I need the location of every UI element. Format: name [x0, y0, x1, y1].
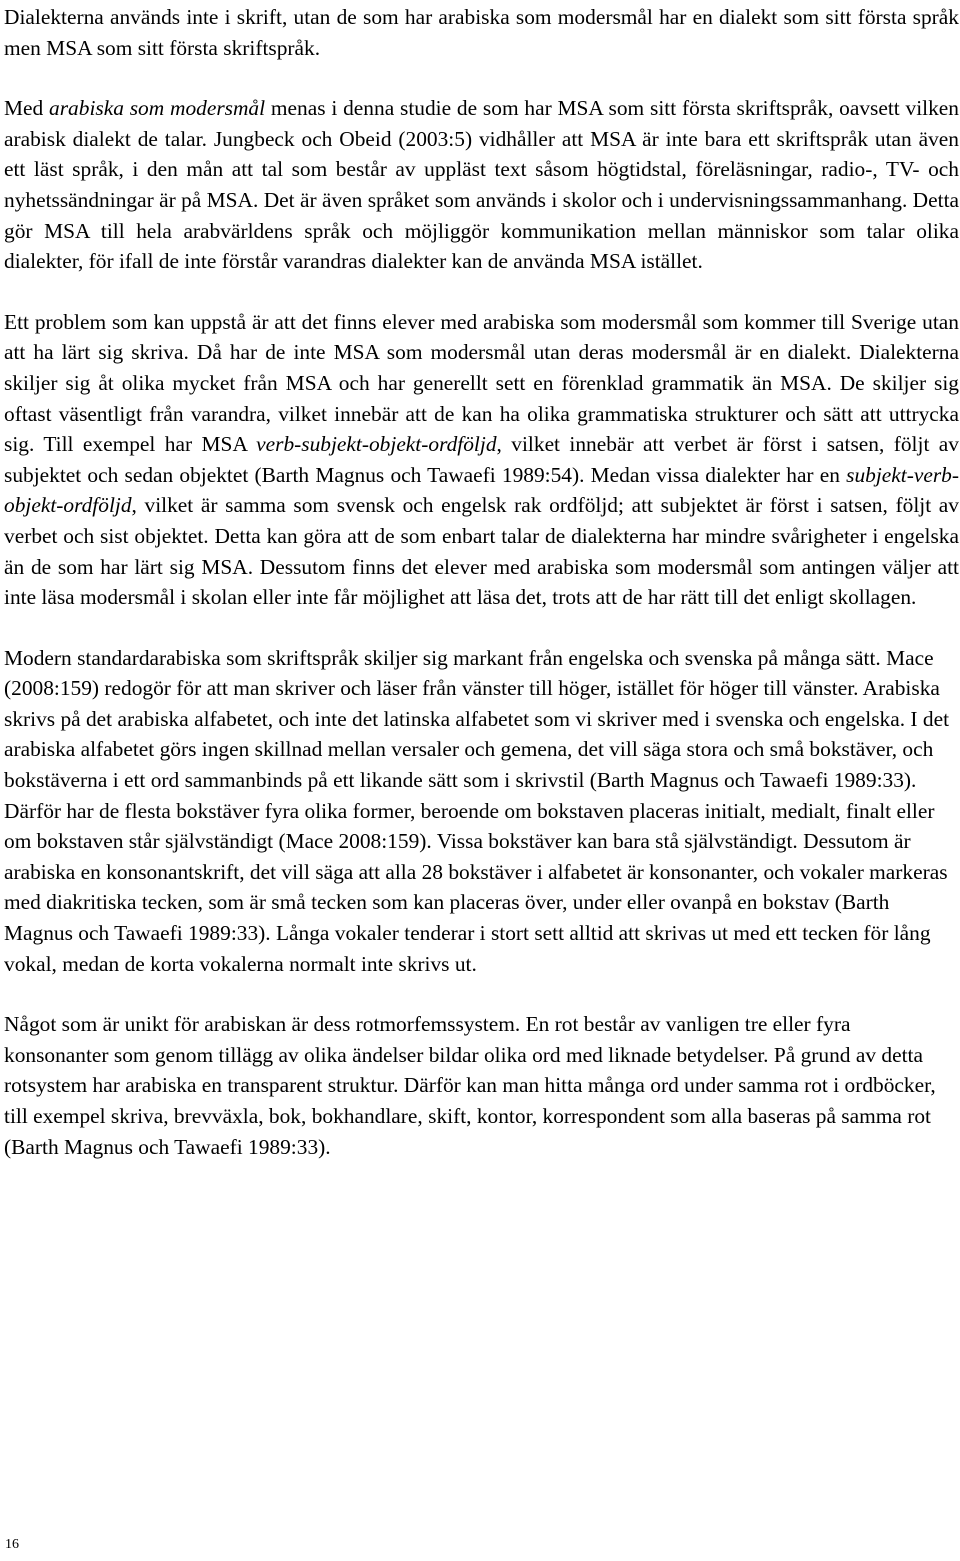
paragraph-gap — [4, 979, 959, 1009]
italic-term: subjekt-verb-objekt-ordföljd — [4, 462, 959, 518]
paragraph-writing-system: Modern standardarabiska som skriftspråk skiljer sig markant från engelska och svenska på många sätt. Mace (2008:159) redogör för att man skriver och läser från vänster till höger, istället för höger till vänster. Arabiska skrivs på det arabiska alfabetet, och inte det latinska alfabetet som vi skriver med i svenska och engelska. I det arabiska alfabetet görs ingen skillnad mellan versaler och gemena, det vill säga stora och små bokstäver, och bokstäverna i ett ord sammanbinds på ett likande sätt som i skrivstil (Barth Magnus och Tawaefi 1989:33). Därför har de flesta bokstäver fyra olika former, beroende om bokstaven placeras initialt, medialt, finalt eller om bokstaven står självständigt (Mace 2008:159). Vissa bokstäver kan bara stå självständigt. Dessutom är arabiska en konsonantskrift, det vill säga att alla 28 bokstäver i alfabetet är konsonanter, och vokaler markeras med diakritiska tecken, som är små tecken som kan placeras över, under eller ovanpå en bokstav (Barth Magnus och Tawaefi 1989:33). Långa vokaler tenderar i stort sett alltid att skrivas ut med ett tecken för lång vokal, medan de korta vokalerna normalt inte skrivs ut. — [4, 645, 950, 976]
page-number: 16 — [5, 1537, 19, 1552]
paragraph-definition-msa: Med arabiska som modersmål menas i denna studie de som har MSA som sitt första skriftspråk, oavsett vilken arabisk dialekt de talar. Jungbeck och Obeid (2003:5) vidhåller att MSA är inte bara ett skriftspråk utan även ett läst språk, i den mån att tal som består av uppläst text såsom högtidstal, föreläsningar, radio-, TV- och nyhetssändningar är på MSA. Det är även språket som används i skolor och i undervisningssammanhang. Detta gör MSA till hela arabvärldens språk och möjliggör kommunikation mellan människor som talar olika dialekter, för ifall de inte förstår varandras dialekter kan de använda MSA istället. — [4, 96, 959, 274]
paragraph-gap — [4, 277, 959, 307]
paragraph-gap — [4, 63, 959, 93]
paragraph-gap — [4, 613, 959, 643]
paragraph-root-system: Något som är unikt för arabiskan är dess rotmorfemssystem. En rot består av vanligen tre eller fyra konsonanter som genom tillägg av olika ändelser bildar olika ord med liknade betydelser. På grund av detta rotsystem har arabiska en transparent struktur. Därför kan man hitta många ord under samma rot i ordböcker, till exempel skriva, brevväxla, bok, bokhandlare, skift, kontor, korrespondent som alla baseras på samma rot (Barth Magnus och Tawaefi 1989:33). — [4, 1012, 936, 1159]
italic-term: arabiska som modersmål — [49, 96, 266, 121]
italic-term: verb-subjekt-objekt-ordföljd — [256, 432, 497, 457]
document-body — [4, 2, 959, 1162]
paragraph-dialects-intro: Dialekterna används inte i skrift, utan de som har arabiska som modersmål har en dialekt som sitt första språk men MSA som sitt första skriftspråk. — [4, 5, 959, 60]
paragraph-problem-dialects: Ett problem som kan uppstå är att det finns elever med arabiska som modersmål som kommer till Sverige utan att ha lärt sig skriva. Då har de inte MSA som modersmål utan deras modersmål är en dialekt. Dialekterna skiljer sig åt olika mycket från MSA och har generellt sett en förenklad grammatik än MSA. De skiljer sig oftast väsentligt från varandra, vilket innebär att de kan ha olika grammatiska strukturer och sätt att uttrycka sig. Till exempel har MSA verb-subjekt-objekt-ordföljd, vilket innebär att verbet är först i satsen, följt av subjektet och sedan objektet (Barth Magnus och Tawaefi 1989:54). Medan vissa dialekter har en subjekt-verb-objekt-ordföljd, vilket är samma som svensk och engelsk rak ordföljd; att subjektet är först i satsen, följt av verbet och sist objektet. Detta kan göra att de som enbart talar de dialekterna har mindre svårigheter i engelska än de som har lärt sig MSA. Dessutom finns det elever med arabiska som modersmål som antingen väljer att inte läsa modersmål i skolan eller inte får möjlighet att läsa det, trots att de har rätt till det enligt skollagen. — [4, 309, 959, 610]
